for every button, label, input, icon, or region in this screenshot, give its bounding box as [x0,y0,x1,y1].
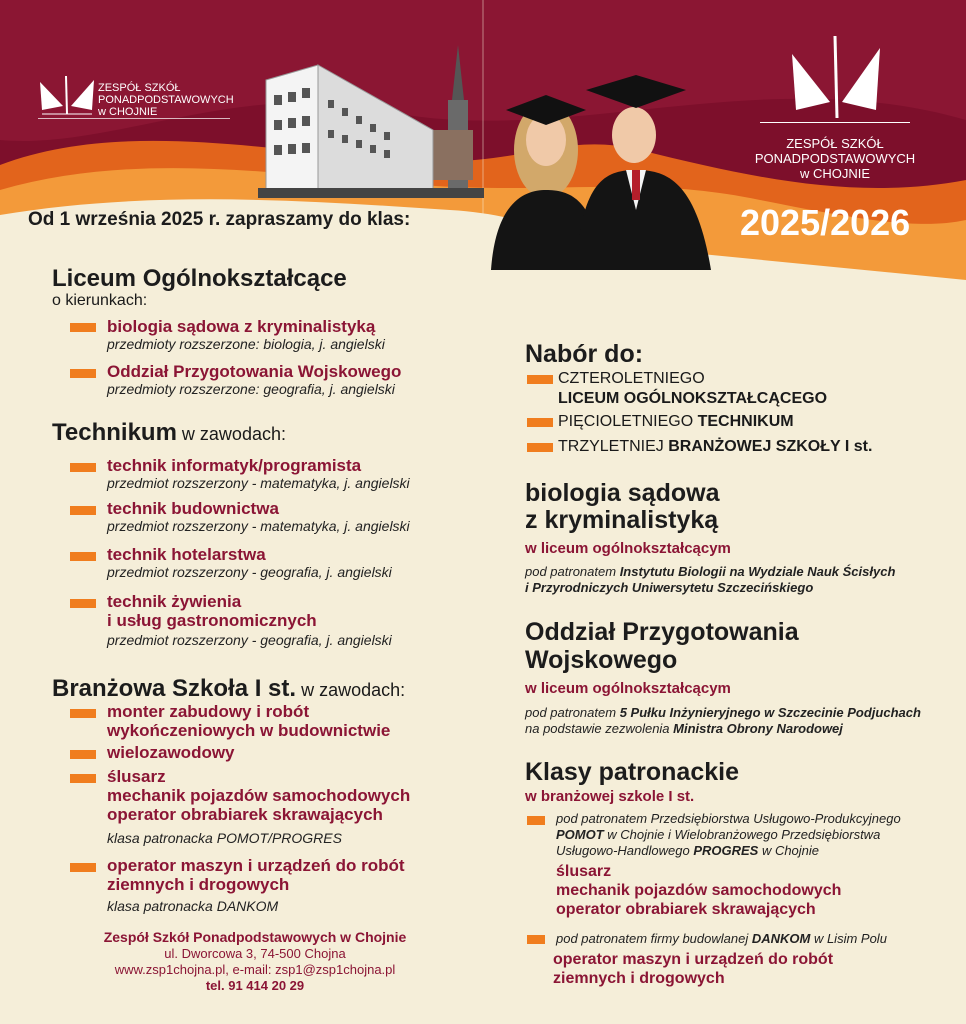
branz-item-slusarz [107,767,410,824]
bio-patron [525,564,895,596]
bullet [527,816,545,825]
opw-title-line1: Oddział Przygotowania [525,618,799,646]
nabor-item-technikum-prefix: PIĘCIOLETNIEGO [558,413,698,430]
klasy-patron-a-line3-end: w Chojnie [758,843,820,858]
tech-item-zywienia-line1: technik żywienia [107,592,242,611]
liceum-item-bio-note: przedmioty rozszerzone: biologia, j. angielski [107,336,385,352]
tech-item-hotelarstwa-note: przedmiot rozszerzony - geografia, j. angielski [107,564,392,580]
technikum-title: Technikum [52,419,177,446]
tech-item-zywienia [107,592,317,630]
klasy-jobs-a [556,862,841,919]
logo-right [740,36,930,186]
logo-left-line3: w CHOJNIE [98,106,158,118]
klasy-patron-b [556,931,887,947]
logo-left [38,76,238,120]
invite-heading: Od 1 września 2025 r. zapraszamy do klas: [28,209,411,230]
bullet [70,323,96,332]
logo-left-line2: PONADPODSTAWOWYCH [98,94,234,106]
branz-item-operator-note: klasa patronacka DANKOM [107,898,279,914]
logo-right-line2: PONADPODSTAWOWYCH [754,151,916,166]
nabor-item-liceum [558,369,827,409]
branz-item-monter [107,702,390,740]
branzowa-title: Branżowa Szkoła I st. [52,675,297,702]
technikum-suffix: w zawodach: [176,424,286,444]
bullet [70,463,96,472]
bio-patron-name1: Instytutu Biologii na Wydziale Nauk Ścisłych [619,564,896,579]
nabor-item-technikum-name: TECHNIKUM [697,413,794,430]
logo-right-line3: w CHOJNIE [799,166,871,181]
logo-left-line1: ZESPÓŁ SZKÓŁ [98,82,181,94]
opw-title-line2: Wojskowego [525,646,678,674]
liceum-item-bio: biologia sądowa z kryminalistyką [107,317,376,336]
tech-item-informatyk: technik informatyk/programista [107,456,362,475]
tech-item-zywienia-note: przedmiot rozszerzony - geografia, j. angielski [107,632,392,648]
tech-item-budownictwa-note: przedmiot rozszerzony - matematyka, j. angielski [107,518,410,534]
bio-subtitle: w liceum ogólnokształcącym [525,540,731,557]
branz-item-operator-line1: operator maszyn i urządzeń do robót [107,856,405,875]
nabor-item-branzowa-name: BRANŻOWEJ SZKOŁY I st. [668,438,873,455]
klasy-patron-a-line1: pod patronatem Przedsiębiorstwa Usługowo-Produkcyjnego [556,811,901,826]
school-emblem-icon [38,76,96,116]
bio-title-line1: biologia sądowa [525,479,720,507]
klasy-job-slusarz: ślusarz [556,863,612,880]
klasy-job-mechanik: mechanik pojazdów samochodowych [556,882,842,899]
nabor-item-liceum-line1: CZTEROLETNIEGO [558,370,705,387]
nabor-item-branzowa [558,437,872,457]
bio-patron-name2: i Przyrodniczych Uniwersytetu Szczecińskiego [525,580,814,595]
tech-item-budownictwa: technik budownictwa [107,499,279,518]
bullet [70,863,96,872]
bullet [70,774,96,783]
bullet [70,709,96,718]
branz-item-slusarz-note: klasa patronacka POMOT/PROGRES [107,830,342,846]
tech-item-informatyk-note: przedmiot rozszerzony - matematyka, j. angielski [107,475,410,491]
tech-item-hotelarstwa: technik hotelarstwa [107,545,266,564]
nabor-item-branzowa-prefix: TRZYLETNIEJ [558,438,669,455]
branz-item-slusarz-line3: operator obrabiarek skrawających [107,805,383,824]
klasy-patron-b-prefix: pod patronatem firmy budowlanej [556,931,752,946]
klasy-patron-a-pomot: POMOT [556,827,604,842]
liceum-title: Liceum Ogólnokształcące [52,265,347,292]
klasy-job-operator-maszyn-line2: ziemnych i drogowych [553,970,725,987]
opw-patron [525,705,921,737]
branzowa-suffix: w zawodach: [296,680,406,700]
opw-patron-name: 5 Pułku Inżynieryjnego w Szczecinie Podjuchach [619,705,921,720]
branz-item-operator [107,856,405,894]
klasy-patron-a-progres: PROGRES [693,843,759,858]
branz-item-monter-line2: wykończeniowych w budownictwie [107,721,391,740]
technikum-heading [52,420,286,446]
bullet [527,443,553,452]
school-emblem-icon [788,36,884,122]
bullet [70,599,96,608]
branz-item-monter-line1: monter zabudowy i robót [107,702,310,721]
klasy-subtitle: w branżowej szkole I st. [525,788,695,805]
branz-item-wielozawodowy: wielozawodowy [107,743,235,762]
klasy-job-operator-obrabiarek: operator obrabiarek skrawających [556,901,816,918]
nabor-item-technikum [558,412,794,432]
liceum-item-opw: Oddział Przygotowania Wojskowego [107,362,402,381]
opw-subtitle: w liceum ogólnokształcącym [525,680,731,697]
bullet [70,750,96,759]
opw-title [525,618,799,674]
klasy-jobs-b [553,950,833,988]
liceum-item-opw-note: przedmioty rozszerzone: geografia, j. angielski [107,381,395,397]
klasy-job-operator-maszyn-line1: operator maszyn i urządzeń do robót [553,951,834,968]
bullet [527,418,553,427]
nabor-title: Nabór do: [525,340,644,368]
opw-permit-prefix: na podstawie zezwolenia [525,721,674,736]
klasy-patron-b-suffix: w Lisim Polu [810,931,887,946]
footer-contact [60,928,450,994]
klasy-title: Klasy patronackie [525,758,739,786]
opw-patron-prefix: pod patronatem [525,705,620,720]
school-year: 2025/2026 [740,202,911,243]
logo-right-line1: ZESPÓŁ SZKÓŁ [786,136,884,151]
bio-title [525,480,719,534]
graduates-photo [486,70,726,270]
branzowa-heading [52,676,405,702]
klasy-patron-b-dankom: DANKOM [751,931,811,946]
nabor-item-liceum-line2: LICEUM OGÓLNOKSZTAŁCĄCEGO [558,390,828,407]
opw-permit-name: Ministra Obrony Narodowej [673,721,843,736]
footer-phone: tel. 91 414 20 29 [205,978,305,993]
branz-item-slusarz-line2: mechanik pojazdów samochodowych [107,786,411,805]
branz-item-slusarz-line1: ślusarz [107,767,166,786]
bullet [70,369,96,378]
bio-patron-prefix: pod patronatem [525,564,620,579]
bullet [527,375,553,384]
footer-web-email: www.zsp1chojna.pl, e-mail: zsp1@zsp1chojna.pl [114,962,396,977]
school-building-image [258,40,484,200]
footer-school-name: Zespół Szkół Ponadpodstawowych w Chojnie [103,929,407,945]
bullet [70,552,96,561]
liceum-subtitle: o kierunkach: [52,292,148,309]
footer-address: ul. Dworcowa 3, 74-500 Chojna [164,946,346,961]
klasy-patron-a [556,811,901,859]
klasy-patron-a-line3: Usługowo-Handlowego [556,843,694,858]
branz-item-operator-line2: ziemnych i drogowych [107,875,290,894]
bio-title-line2: z kryminalistyką [525,506,719,534]
klasy-patron-a-line2: w Chojnie i Wielobranżowego Przedsiębiorstwa [603,827,881,842]
bullet [70,506,96,515]
bullet [527,935,545,944]
tech-item-zywienia-line2: i usług gastronomicznych [107,611,317,630]
